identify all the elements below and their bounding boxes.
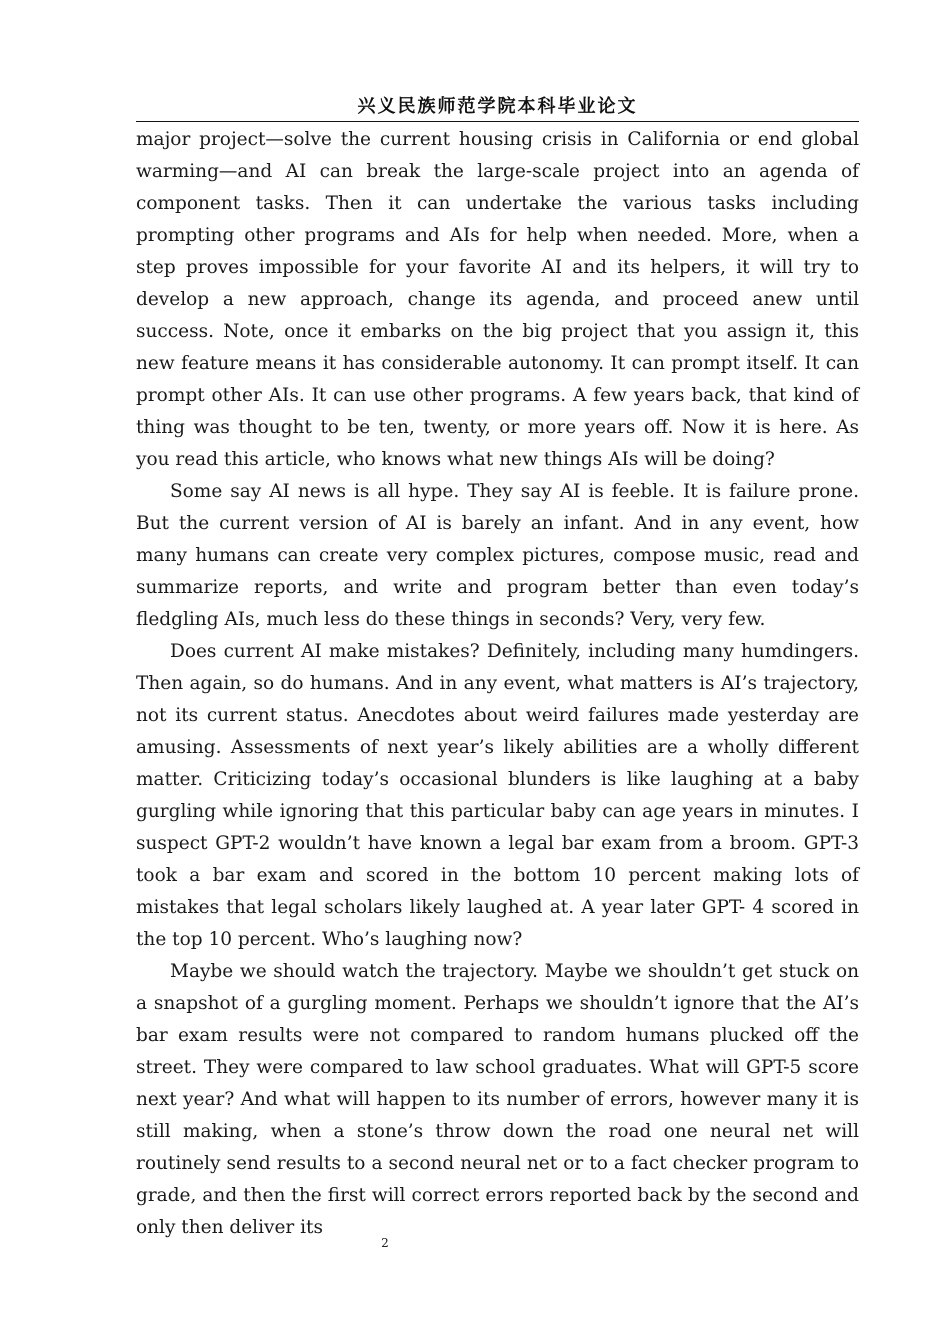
page-header-title: 兴义民族师范学院本科毕业论文: [357, 96, 638, 117]
page-number: 2: [381, 1236, 389, 1250]
header-divider: [136, 121, 859, 122]
body-text: [136, 124, 859, 1244]
paragraph: Does current AI make mistakes? Definitely, including many humdingers. Then again, so do humans. And in any event, what matters is AI’s trajectory, not its current status. Anecdotes about weird failures made yesterday are amusing. Assessments of next year’s likely abilities are a wholly different matter. Criticizing today’s occasional blunders is like laughing at a baby gurgling while ignoring that this particular baby can age years in minutes. I suspect GPT-2 wouldn’t have known a legal bar exam from a broom. GPT-3 took a bar exam and scored in the bottom 10 percent making lots of mistakes that legal scholars likely laughed at. A year later GPT- 4 scored in the top 10 percent. Who’s laughing now?: [136, 641, 859, 950]
paragraph: Some say AI news is all hype. They say AI is feeble. It is failure prone. But the current version of AI is barely an infant. And in any event, how many humans can create very complex pictures, compose music, read and summarize reports, and write and program better than even today’s fledgling AIs, much less do these things in seconds? Very, very few.: [136, 481, 859, 630]
paragraph-continued: major project—solve the current housing crisis in California or end global warming—and AI can break the large-scale project into an agenda of component tasks. Then it can undertake the various tasks including prompting other programs and AIs for help when needed. More, when a step proves impossible for your favorite AI and its helpers, it will try to develop a new approach, change its agenda, and proceed anew until success. Note, once it embarks on the big project that you assign it, this new feature means it has considerable autonomy. It can prompt itself. It can prompt other AIs. It can use other programs. A few years back, that kind of thing was thought to be ten, twenty, or more years off. Now it is here. As you read this article, who knows what new things AIs will be doing?: [136, 129, 859, 470]
paragraph: Maybe we should watch the trajectory. Maybe we shouldn’t get stuck on a snapshot of a gurgling moment. Perhaps we shouldn’t ignore that the AI’s bar exam results were not compared to random humans plucked off the street. They were compared to law school graduates. What will GPT-5 score next year? And what will happen to its number of errors, however many it is still making, when a stone’s throw down the road one neural net will routinely send results to a second neural net or to a fact checker program to grade, and then the first will correct errors reported back by the second and only then deliver its: [136, 961, 859, 1238]
